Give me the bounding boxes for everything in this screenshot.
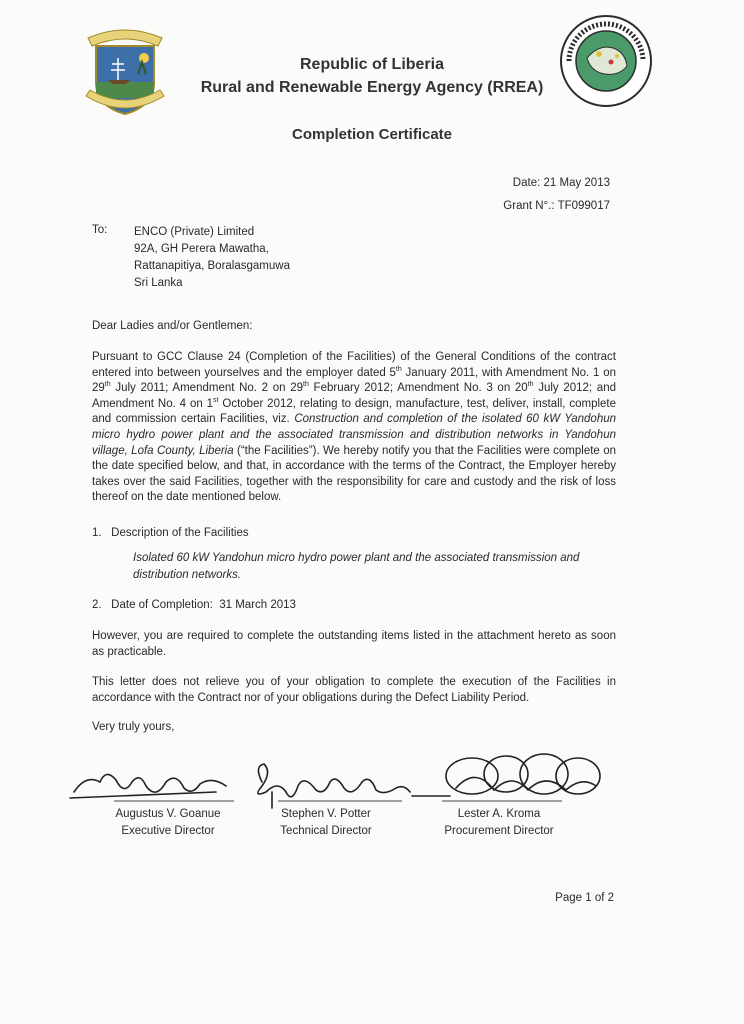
date-line [513,177,610,189]
item1-description: Isolated 60 kW Yandohun micro hydro power plant and the associated transmission and distribution networks. [133,552,580,581]
certificate-title: Completion Certificate [291,126,453,143]
signatures-graphic [66,752,626,814]
signatory-title: Executive Director [121,825,215,837]
signature-kroma [446,758,498,794]
main-paragraph: Pursuant to GCC Clause 24 (Completion of the Facilities) of the General Conditions of the contract entered into between yourselves and the employer dated 5th January 2011, with Amendment No. 1 on 29th July 2011; Amendment No. 2 on 29th February 2012; Amendment No. 3 on 20th July 2012; and Amendment No. 4 on 1st October 2012, relating to design, manufacture, test, deliver, install, complete and commission certain Facilities, viz. Construction and completion of the isolated 60 kW Yandohun micro hydro power plant and the associated transmission and distribution networks in Yandohun village, Lofa County, Liberia (“the Facilities”). We hereby notify you that the Facilities were complete on the date specified below, and that, in accordance with the terms of the Contract, the Employer hereby takes over the said Facilities, together with the responsibility for care and custody and the risk of loss thereof on the date mentioned below. [92,351,617,504]
address-line: Sri Lanka [134,277,183,289]
date-value: 21 May 2013 [543,177,610,189]
date-label: Date: [512,177,541,189]
agency-title: Rural and Renewable Energy Agency (RREA) [200,79,544,96]
signatory-kroma [424,806,574,840]
item2-line [92,599,296,611]
address-line: 92A, GH Perera Mawatha, [134,243,269,255]
republic-title: Republic of Liberia [299,56,444,73]
grant-number: TF099017 [557,200,610,212]
closing: Very truly yours, [92,721,175,733]
signatory-title: Technical Director [280,825,372,837]
recipient-address [134,224,290,292]
signatory-name: Lester A. Kroma [457,808,541,820]
to-label: To: [92,224,108,236]
signatory-name: Stephen V. Potter [281,808,371,820]
grant-line [503,200,610,212]
signatory-title: Procurement Director [444,825,554,837]
item2-label: 2. Date of Completion: [92,599,213,611]
signature-potter [258,764,410,797]
address-line: Rattanapitiya, Boralasgamuwa [134,260,290,272]
grant-label: Grant N°.: [503,200,555,212]
signatory-name: Augustus V. Goanue [115,808,221,820]
obligation-paragraph: This letter does not relieve you of your obligation to complete the execution of the Facilities in accordance with the Contract nor of your obligations during the Defect Liability Period. [92,676,616,704]
signature-goanue [74,774,226,792]
outstanding-items-paragraph: However, you are required to complete the outstanding items listed in the attachment hereto as soon as practicable. [92,630,616,658]
signatory-goanue [96,806,240,840]
signatory-potter [256,806,396,840]
page-number: Page 1 of 2 [555,892,614,904]
address-line: ENCO (Private) Limited [134,226,255,238]
salutation: Dear Ladies and/or Gentlemen: [92,320,253,332]
completion-date: 31 March 2013 [219,599,296,611]
item1-label: 1. Description of the Facilities [92,527,249,539]
